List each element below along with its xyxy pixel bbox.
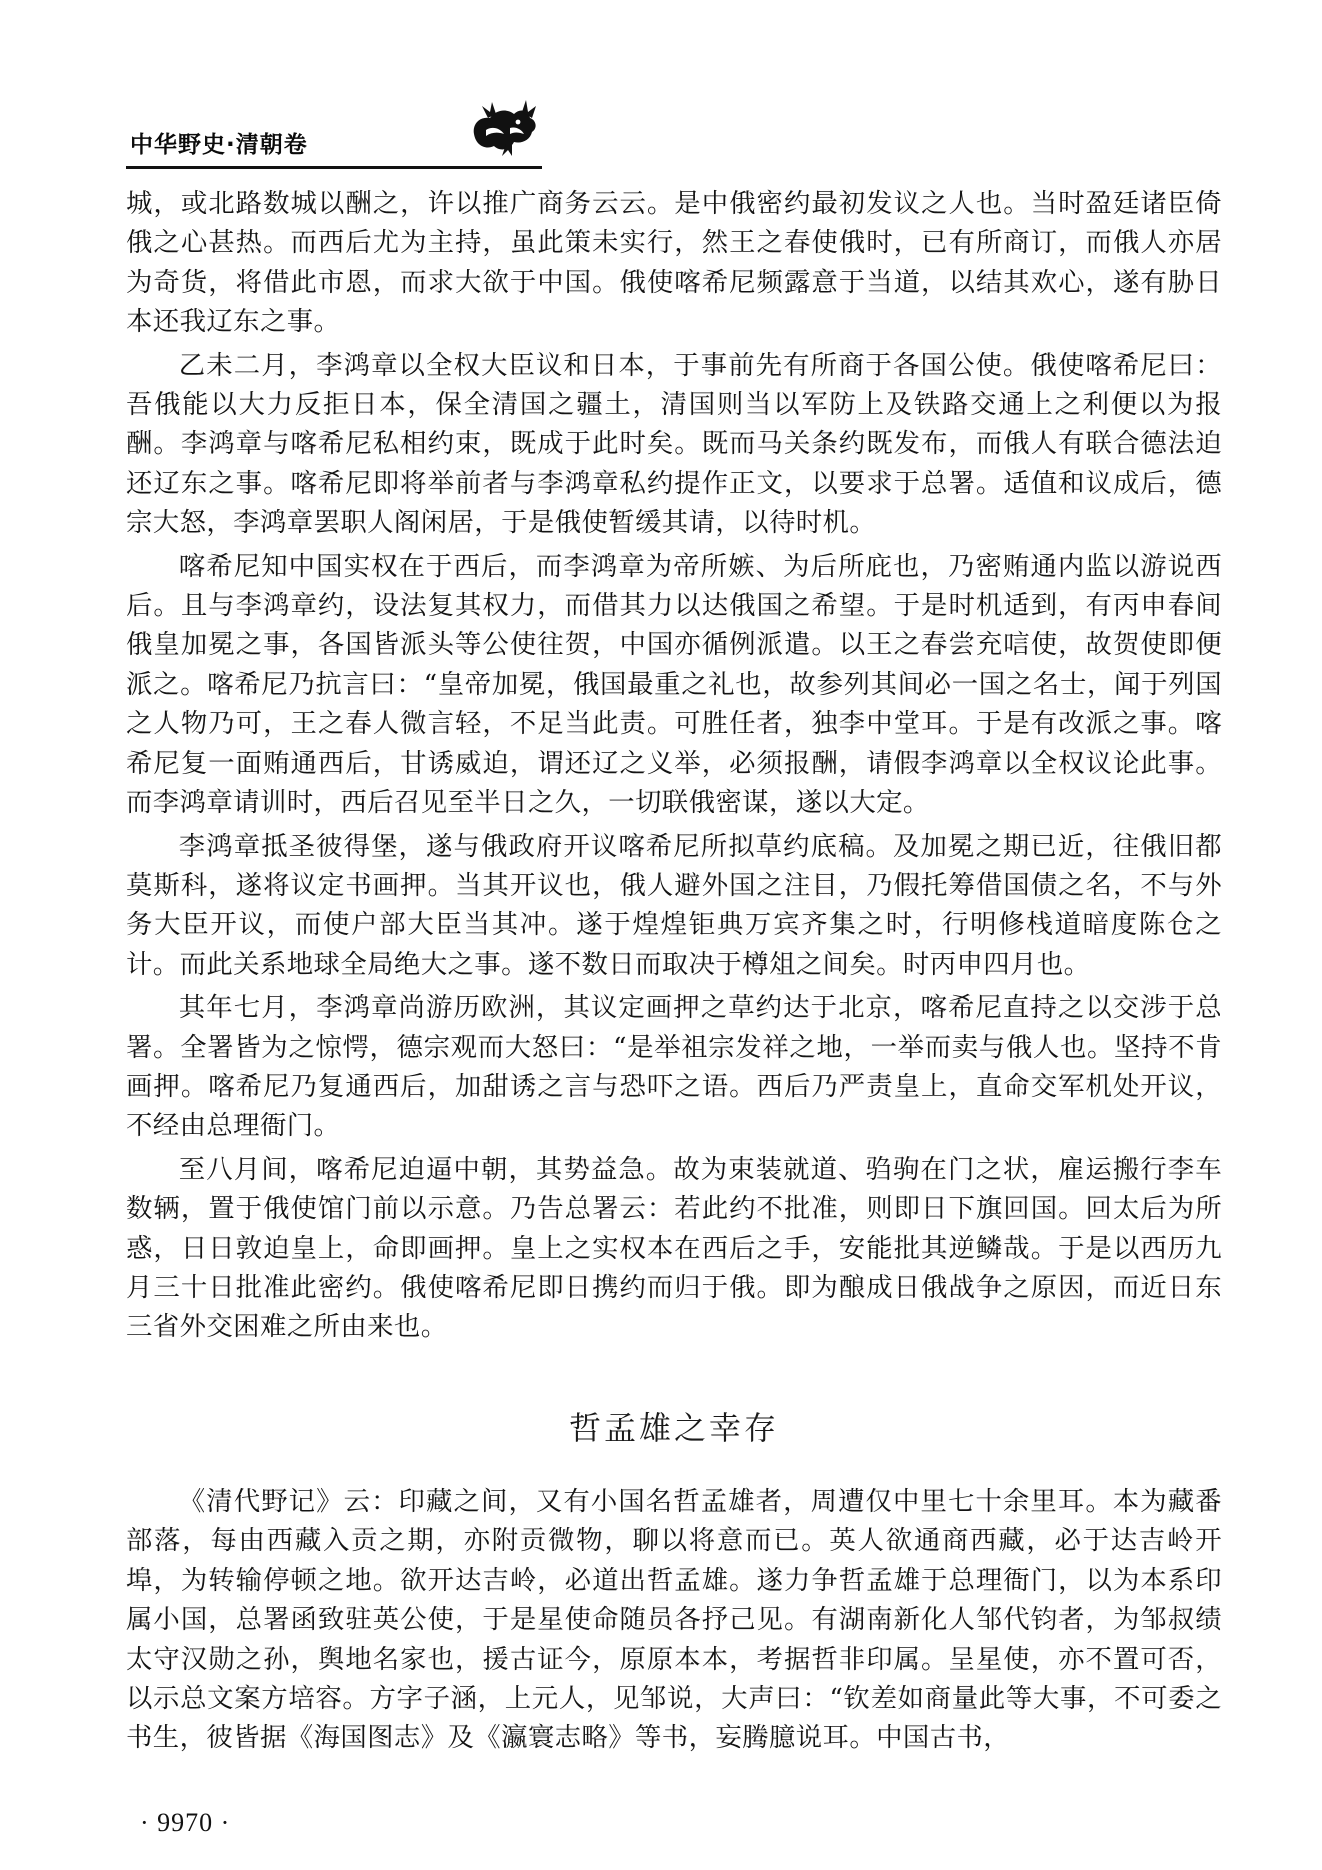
paragraph: 喀希尼知中国实权在于西后，而李鸿章为帝所嫉、为后所庇也，乃密贿通内监以游说西后。且与李鸿章约，设法复其权力，而借其力以达俄国之希望。于是时机适到，有丙申春间俄皇加冕之事，各国皆派头等公使往贺，中国亦循例派遣。以王之春尝充唁使，故贺使即便派之。喀希尼乃抗言曰：“皇帝加冕，俄国最重之礼也，故参列其间必一国之名士，闻于列国之人物乃可，王之春人微言轻，不足当此责。可胜任者，独李中堂耳。于是有改派之事。喀希尼复一面贿通西后，甘诱威迫，谓还辽之义举，必须报酬，请假李鸿章以全权议论此事。而李鸿章请训时，西后召见至半日之久，一切联俄密谋，遂以大定。: [126, 550, 1222, 819]
section-title: 哲孟雄之幸存: [568, 1409, 779, 1447]
paragraph: 乙未二月，李鸿章以全权大臣议和日本，于事前先有所商于各国公使。俄使喀希尼曰：吾俄能以大力反拒日本，保全清国之疆土，清国则当以军防上及铁路交通上之利便以为报酬。李鸿章与喀希尼私相约束，既成于此时矣。既而马关条约既发布，而俄人有联合德法迫还辽东之事。喀希尼即将举前者与李鸿章私约提作正文，以要求于总署。适值和议成后，德宗大怒，李鸿章罢职人阁闲居，于是俄使暂缓其请，以待时机。: [126, 349, 1222, 539]
page-header: [126, 90, 542, 170]
paragraph: 城，或北路数城以酬之，许以推广商务云云。是中俄密约最初发议之人也。当时盈廷诸臣倚俄之心甚热。而西后尤为主持，虽此策未实行，然王之春使俄时，已有所商订，而俄人亦居为奇货，将借此市恩，而求大欲于中国。俄使喀希尼频露意于当道，以结其欢心，遂有胁日本还我辽东之事。: [126, 188, 1222, 338]
dragon-emblem-icon: [466, 94, 542, 158]
main-text: [126, 184, 1222, 1347]
paragraph: 李鸿章抵圣彼得堡，遂与俄政府开议喀希尼所拟草约底稿。及加冕之期已近，往俄旧都莫斯科，遂将议定书画押。当其开议也，俄人避外国之注目，乃假托筹借国债之名，不与外务大臣开议，而使户部大臣当其冲。遂于煌煌钜典万宾齐集之时，行明修栈道暗度陈仓之计。而此关系地球全局绝大之事。遂不数日而取决于樽俎之间矣。时丙申四月也。: [126, 830, 1222, 980]
paragraph: 至八月间，喀希尼迫逼中朝，其势益急。故为束装就道、驺驹在门之状，雇运搬行李车数辆，置于俄使馆门前以示意。乃告总署云：若此约不批准，则即日下旗回国。回太后为所惑，日日敦迫皇上，命即画押。皇上之实权本在西后之手，安能批其逆鳞哉。于是以西历九月三十日批准此密约。俄使喀希尼即日携约而归于俄。即为酿成日俄战争之原因，而近日东三省外交困难之所由来也。: [126, 1153, 1222, 1343]
paragraph: 其年七月，李鸿章尚游历欧洲，其议定画押之草约达于北京，喀希尼直持之以交涉于总署。全署皆为之惊愕，德宗观而大怒曰：“是举祖宗发祥之地，一举而卖与俄人也。坚持不肯画押。喀希尼乃复通西后，加甜诱之言与恐吓之语。西后乃严责皇上，直命交军机处开议，不经由总理衙门。: [126, 992, 1222, 1142]
section-text: [126, 1482, 1222, 1758]
header-rule: [126, 166, 542, 169]
page-number: · 9970 ·: [140, 1808, 231, 1837]
paragraph: 《清代野记》云：印藏之间，又有小国名哲孟雄者，周遭仅中里七十余里耳。本为藏番部落，每由西藏入贡之期，亦附贡微物，聊以将意而已。英人欲通商西藏，必于达吉岭开埠，为转输停顿之地。欲开达吉岭，必道出哲孟雄。遂力争哲孟雄于总理衙门，以为本系印属小国，总署函致驻英公使，于是星使命随员各抒己见。有湖南新化人邹代钧者，为邹叔绩太守汉勋之孙，舆地名家也，援古证今，原原本本，考据哲非印属。呈星使，亦不置可否，以示总文案方培容。方字子涵，上元人，见邹说，大声曰：“钦差如商量此等大事，不可委之书生，彼皆据《海国图志》及《瀛寰志略》等书，妄腾臆说耳。中国古书，: [126, 1486, 1222, 1754]
book-title: 中华野史·清朝卷: [130, 132, 308, 158]
